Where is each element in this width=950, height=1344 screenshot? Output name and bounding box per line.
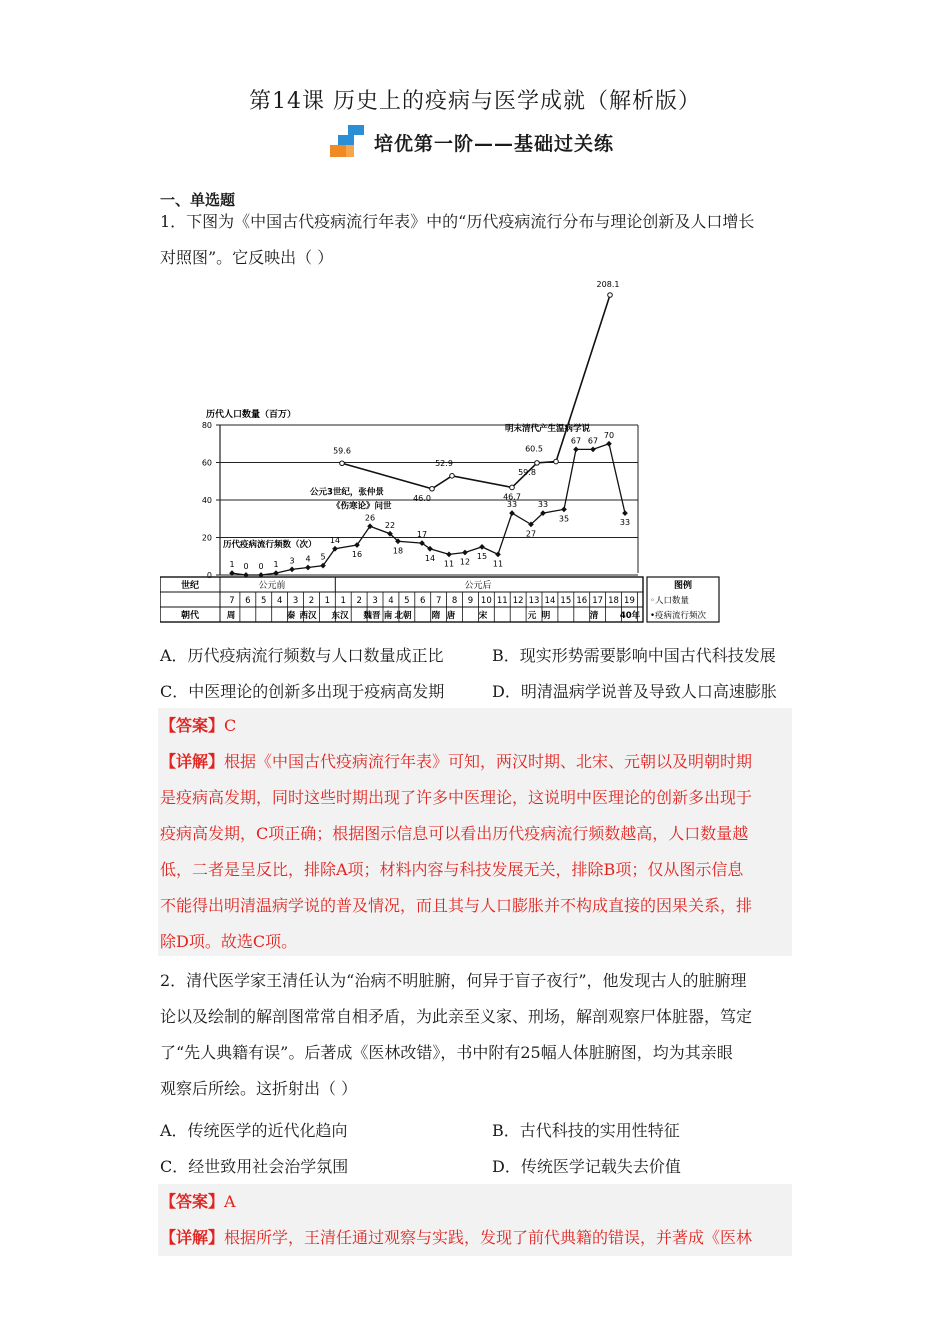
century-cell: 19 [624,596,635,606]
q2-explanation [160,1220,790,1256]
epidemic-data-label: 0 [243,562,249,571]
explain-line: 低，二者是呈反比，排除A项；材料内容与科技发展无关，排除B项；仅从图示信息 [160,860,744,879]
q2-option-b[interactable]: B．古代科技的实用性特征 [492,1121,680,1140]
population-data-label: 59.6 [333,446,351,456]
q2-answer [160,1184,790,1220]
q1-option-a[interactable]: A．历代疫病流行频数与人口数量成正比 [160,646,444,665]
epidemic-data-label: 35 [558,514,570,524]
population-point [430,486,435,491]
century-cell: 3 [292,596,299,606]
population-data-label: 46.7 [503,492,521,502]
q2-option-a[interactable]: A．传统医学的近代化趋向 [160,1121,348,1140]
century-cell: 4 [276,596,283,606]
epidemic-point [622,510,628,516]
dynasty-cell: 隋 [431,611,441,621]
q1-explanation [160,744,790,960]
century-cell: 16 [576,596,588,606]
century-cell: 18 [608,596,619,606]
ad-label: 公元后 [464,581,492,591]
dynasty-cell: 唐 [446,611,456,621]
century-cell: 9 [467,596,474,606]
subtitle-text: 培优第一阶——基础过关练 [374,132,615,155]
answer-label: 【答案】 [160,716,225,735]
dynasty-cell: 元 [527,611,537,621]
q1-option-c[interactable]: C．中医理论的创新多出现于疫病高发期 [160,682,445,701]
y-tick-label: 20 [201,533,212,543]
epidemic-data-label: 11 [443,559,455,569]
section-heading: 一、单选题 [160,191,236,209]
q1-stem-line: 对照图”。它反映出（ ） [160,248,334,267]
q1-answer-block [158,708,792,956]
dynasty-cell: 西汉 [299,611,317,621]
explain-line: 不能得出明清温病学说的普及情况，而且其与人口膨胀并不构成直接的因果关系，排 [160,896,753,915]
y-tick-label: 0 [206,571,212,580]
y-tick-label: 40 [201,496,212,505]
epidemic-data-label: 27 [525,529,537,539]
dynasty-cell: 周 [226,611,236,621]
epidemic-point [509,510,515,516]
table-header-century: 世纪 [180,581,200,591]
century-cell: 17 [592,596,604,606]
q2-stem-line: 2．清代医学家王清任认为“治病不明脏腑，何异于盲子夜行”，他发现古人的脏腑理 [160,971,747,990]
q1-stem [160,204,790,276]
legend-population: ◦人口数量 [650,596,690,606]
epidemic-data-label: 22 [384,520,396,530]
century-cell: 2 [308,596,315,606]
y-tick-label: 60 [201,458,212,468]
epidemic-data-label: 18 [392,546,404,556]
page-title: 第14课 历史上的疫病与医学成就（解析版） [249,89,701,114]
bc-label: 公元前 [258,581,286,591]
population-point [340,461,345,466]
century-cell: 7 [229,596,235,606]
century-cell: 15 [560,596,572,606]
population-line [342,295,610,489]
explain-label: 【详解】 [160,1228,225,1247]
table-header-dynasty: 朝代 [180,611,200,621]
epidemic-data-label: 17 [416,530,428,540]
century-cell: 4 [388,596,394,606]
epidemic-data-label: 11 [492,559,504,569]
epidemic-data-label: 70 [603,430,615,440]
population-point [608,293,613,298]
dynasty-cell: 宋 [478,611,488,621]
epidemic-data-label: 26 [364,513,376,523]
century-cell: 6 [245,596,251,606]
dynasty-cell: 秦 [286,611,296,621]
century-cell: 14 [544,596,556,606]
epidemic-point [561,507,567,513]
epidemic-data-label: 1 [229,560,235,570]
century-cell: 13 [528,596,540,606]
q1-option-d[interactable]: D．明清温病学说普及导致人口高速膨胀 [492,682,777,701]
epidemic-point [446,552,452,558]
dynasty-cell: 北朝 [394,611,412,621]
epidemic-data-label: 0 [258,562,264,571]
dynasty-cell: 东汉 [331,611,349,621]
epidemic-data-label: 16 [351,550,363,559]
y-tick-label: 80 [201,421,212,430]
epidemic-point [462,550,468,556]
annotation-label: 公元3世纪，张仲景 [310,487,384,498]
epidemic-data-label: 15 [476,551,488,561]
q2-option-d[interactable]: D．传统医学记载失去价值 [492,1157,681,1176]
century-cell: 2 [356,596,362,606]
answer-value: A [224,1192,236,1211]
answer-value: C [224,716,237,735]
dynasty-cell: 清 [589,611,599,621]
century-cell: 10 [480,596,492,606]
answer-label: 【答案】 [160,1192,225,1211]
q2-stem-line: 论以及绘制的解剖图常常自相矛盾，为此亲至义家、刑场，解剖观察尸体脏器，笃定 [160,1007,753,1026]
annotation-label: 《伤寒论》问世 [332,501,392,512]
series-label: 历代疫病流行频数（次） [223,539,317,550]
y-axis-title: 历代人口数量（百万） [206,410,297,420]
population-point [554,459,559,464]
epidemic-data-label: 33 [506,500,518,510]
epidemic-data-label: 3 [289,556,295,566]
population-point [510,485,515,490]
century-cell: 6 [420,596,426,606]
century-cell: 3 [372,596,378,606]
century-cell: 1 [340,596,346,606]
century-cell: 5 [261,596,267,606]
dynasty-cell: 南 [383,611,393,621]
q2-option-c[interactable]: C．经世致用社会治学氛围 [160,1157,349,1176]
population-point [535,461,540,466]
explain-line: 是疫病高发期，同时这些时期出现了许多中医理论，这说明中医理论的创新多出现于 [160,788,753,807]
legend-epidemic: •疫病流行频次 [650,611,707,621]
q2-stem-line: 观察后所绘。这折射出（ ） [160,1079,358,1098]
population-data-label: 46.0 [413,493,431,503]
population-data-label: 59.8 [518,467,536,477]
dynasty-cell: 40年 [619,611,641,621]
century-cell: 11 [496,596,508,606]
epidemic-data-label: 14 [424,553,436,563]
annotation-label: 明末清代产生温病学说 [505,424,591,434]
epidemic-point [305,565,311,571]
epidemic-data-label: 5 [320,552,326,562]
q1-option-b[interactable]: B．现实形势需要影响中国古代科技发展 [492,646,776,665]
epidemic-data-label: 1 [273,560,279,570]
epidemic-point [495,552,501,558]
population-data-label: 52.9 [435,458,453,468]
q1-stem-line: 1．下图为《中国古代疫病流行年表》中的“历代疫病流行分布与理论创新及人口增长 [160,212,755,231]
epidemic-data-label: 4 [305,554,311,564]
legend-title: 图例 [673,581,693,591]
explain-line: 根据《中国古代疫病流行年表》可知，两汉时期、北宋、元朝以及明朝时期 [224,752,753,771]
q2-stem-line: 了“先人典籍有误”。后著成《医林改错》，书中附有25幅人体脏腑图，均为其亲眼 [160,1043,733,1062]
epidemic-data-label: 67 [587,436,599,446]
century-cell: 5 [404,596,410,606]
q1-answer [160,708,790,744]
explain-line: 根据所学，王清任通过观察与实践，发现了前代典籍的错误，并著成《医林 [224,1228,753,1247]
population-data-label: 60.5 [525,444,543,454]
explain-label: 【详解】 [160,752,225,771]
epidemic-data-label: 67 [570,436,582,446]
population-point [450,474,455,479]
epidemic-population-chart [160,280,730,630]
dynasty-cell: 魏晋 [363,611,381,621]
epidemic-data-label: 33 [537,500,549,510]
century-cell: 12 [512,596,524,606]
century-cell: 8 [451,596,458,606]
explain-line: 除D项。故选C项。 [160,932,298,951]
epidemic-point [590,447,596,453]
century-cell: 7 [435,596,442,606]
section-subtitle [330,124,614,160]
dynasty-cell: 明 [541,611,551,621]
epidemic-data-label: 33 [619,518,631,528]
epidemic-point [289,567,295,573]
population-data-label: 208.1 [596,280,620,289]
q2-answer-block [158,1184,792,1256]
epidemic-point [573,447,579,453]
stairs-logo-icon [330,125,370,159]
explain-line: 疫病高发期，C项正确；根据图示信息可以看出历代疫病流行频数越高，人口数量越 [160,824,749,843]
epidemic-data-label: 12 [459,557,471,567]
q2-stem [160,963,790,1107]
century-cell: 1 [324,596,331,606]
epidemic-data-label: 14 [329,535,341,545]
epidemic-point [606,441,612,447]
epidemic-point [479,544,485,550]
